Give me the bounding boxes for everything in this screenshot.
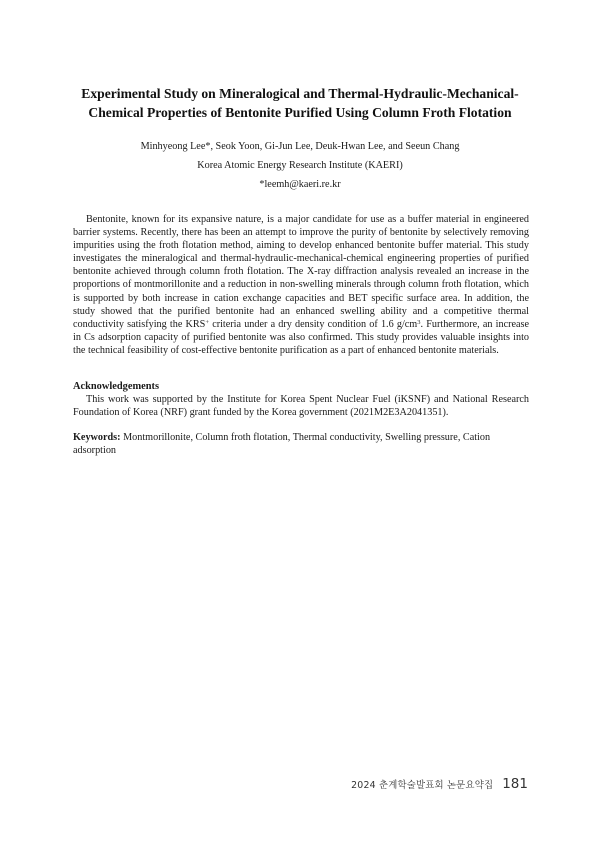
abstract-text-part-2: criteria under a dry density condition of 1.6 g/cm xyxy=(209,318,418,330)
abstract-text-part-3: . Furthermore, an increase in Cs adsorption capacity of purified bentonite was also confirmed. This study provides valuable insights into the technical feasibility of cost-effective bentonite purification as a part of enhanced bentonite materials. xyxy=(73,318,530,356)
acknowledgements-text: This work was supported by the Institute for Korea Spent Nuclear Fuel (iKSNF) and National Research Foundation of Korea (NRF) grant funded by the Korea government (2021M2E3A2041351). xyxy=(73,394,529,419)
abstract-text-part-1: Bentonite, known for its expansive nature, is a major candidate for use as a buffer material in engineered barrier systems. Recently, there has been an attempt to improve the purity of bentonite by selectively removing impurities using the froth flotation method, aiming to develop enhanced bentonite buffer material. This study investigates the mineralogical and thermal-hydraulic-mechanical-chemical engineering properties of purified bentonite achieved through column froth flotation. The X-ray diffraction analysis revealed an increase in the proportions of montmorillonite and a reduction in non-swelling minerals through column froth flotation, which is supported by both increase in cation exchange capacities and BET specific surface area. In addition, the study showed that the purified bentonite had an enhanced swelling ability and a competitive thermal conductivity satisfying the KRS xyxy=(73,214,529,330)
acknowledgements-heading: Acknowledgements xyxy=(73,381,160,392)
paper-title-line-1: Experimental Study on Mineralogical and Thermal-Hydraulic-Mechanical- xyxy=(81,86,519,101)
keywords-paragraph xyxy=(73,431,529,457)
author-list: Minhyeong Lee*, Seok Yoon, Gi-Jun Lee, Deuk-Hwan Lee, and Seeun Chang xyxy=(140,141,460,152)
corresponding-email: *leemh@kaeri.re.kr xyxy=(259,179,341,190)
paper-title-line-2: Chemical Properties of Bentonite Purified Using Column Froth Flotation xyxy=(88,105,512,120)
page-number: 181 xyxy=(502,776,528,792)
keywords-label: Keywords: xyxy=(73,432,121,443)
proceedings-title: 2024 춘계학술발표회 논문요약집 xyxy=(351,780,494,791)
affiliation: Korea Atomic Energy Research Institute (KAERI) xyxy=(197,160,403,171)
paper-title xyxy=(60,84,540,122)
krs-superscript: + xyxy=(205,318,210,326)
keywords-text: Montmorillonite, Column froth flotation, Thermal conductivity, Swelling pressure, Cation adsorption xyxy=(73,432,491,457)
abstract-paragraph xyxy=(73,213,529,357)
unit-superscript: 3 xyxy=(417,318,421,326)
page-footer xyxy=(351,776,528,792)
